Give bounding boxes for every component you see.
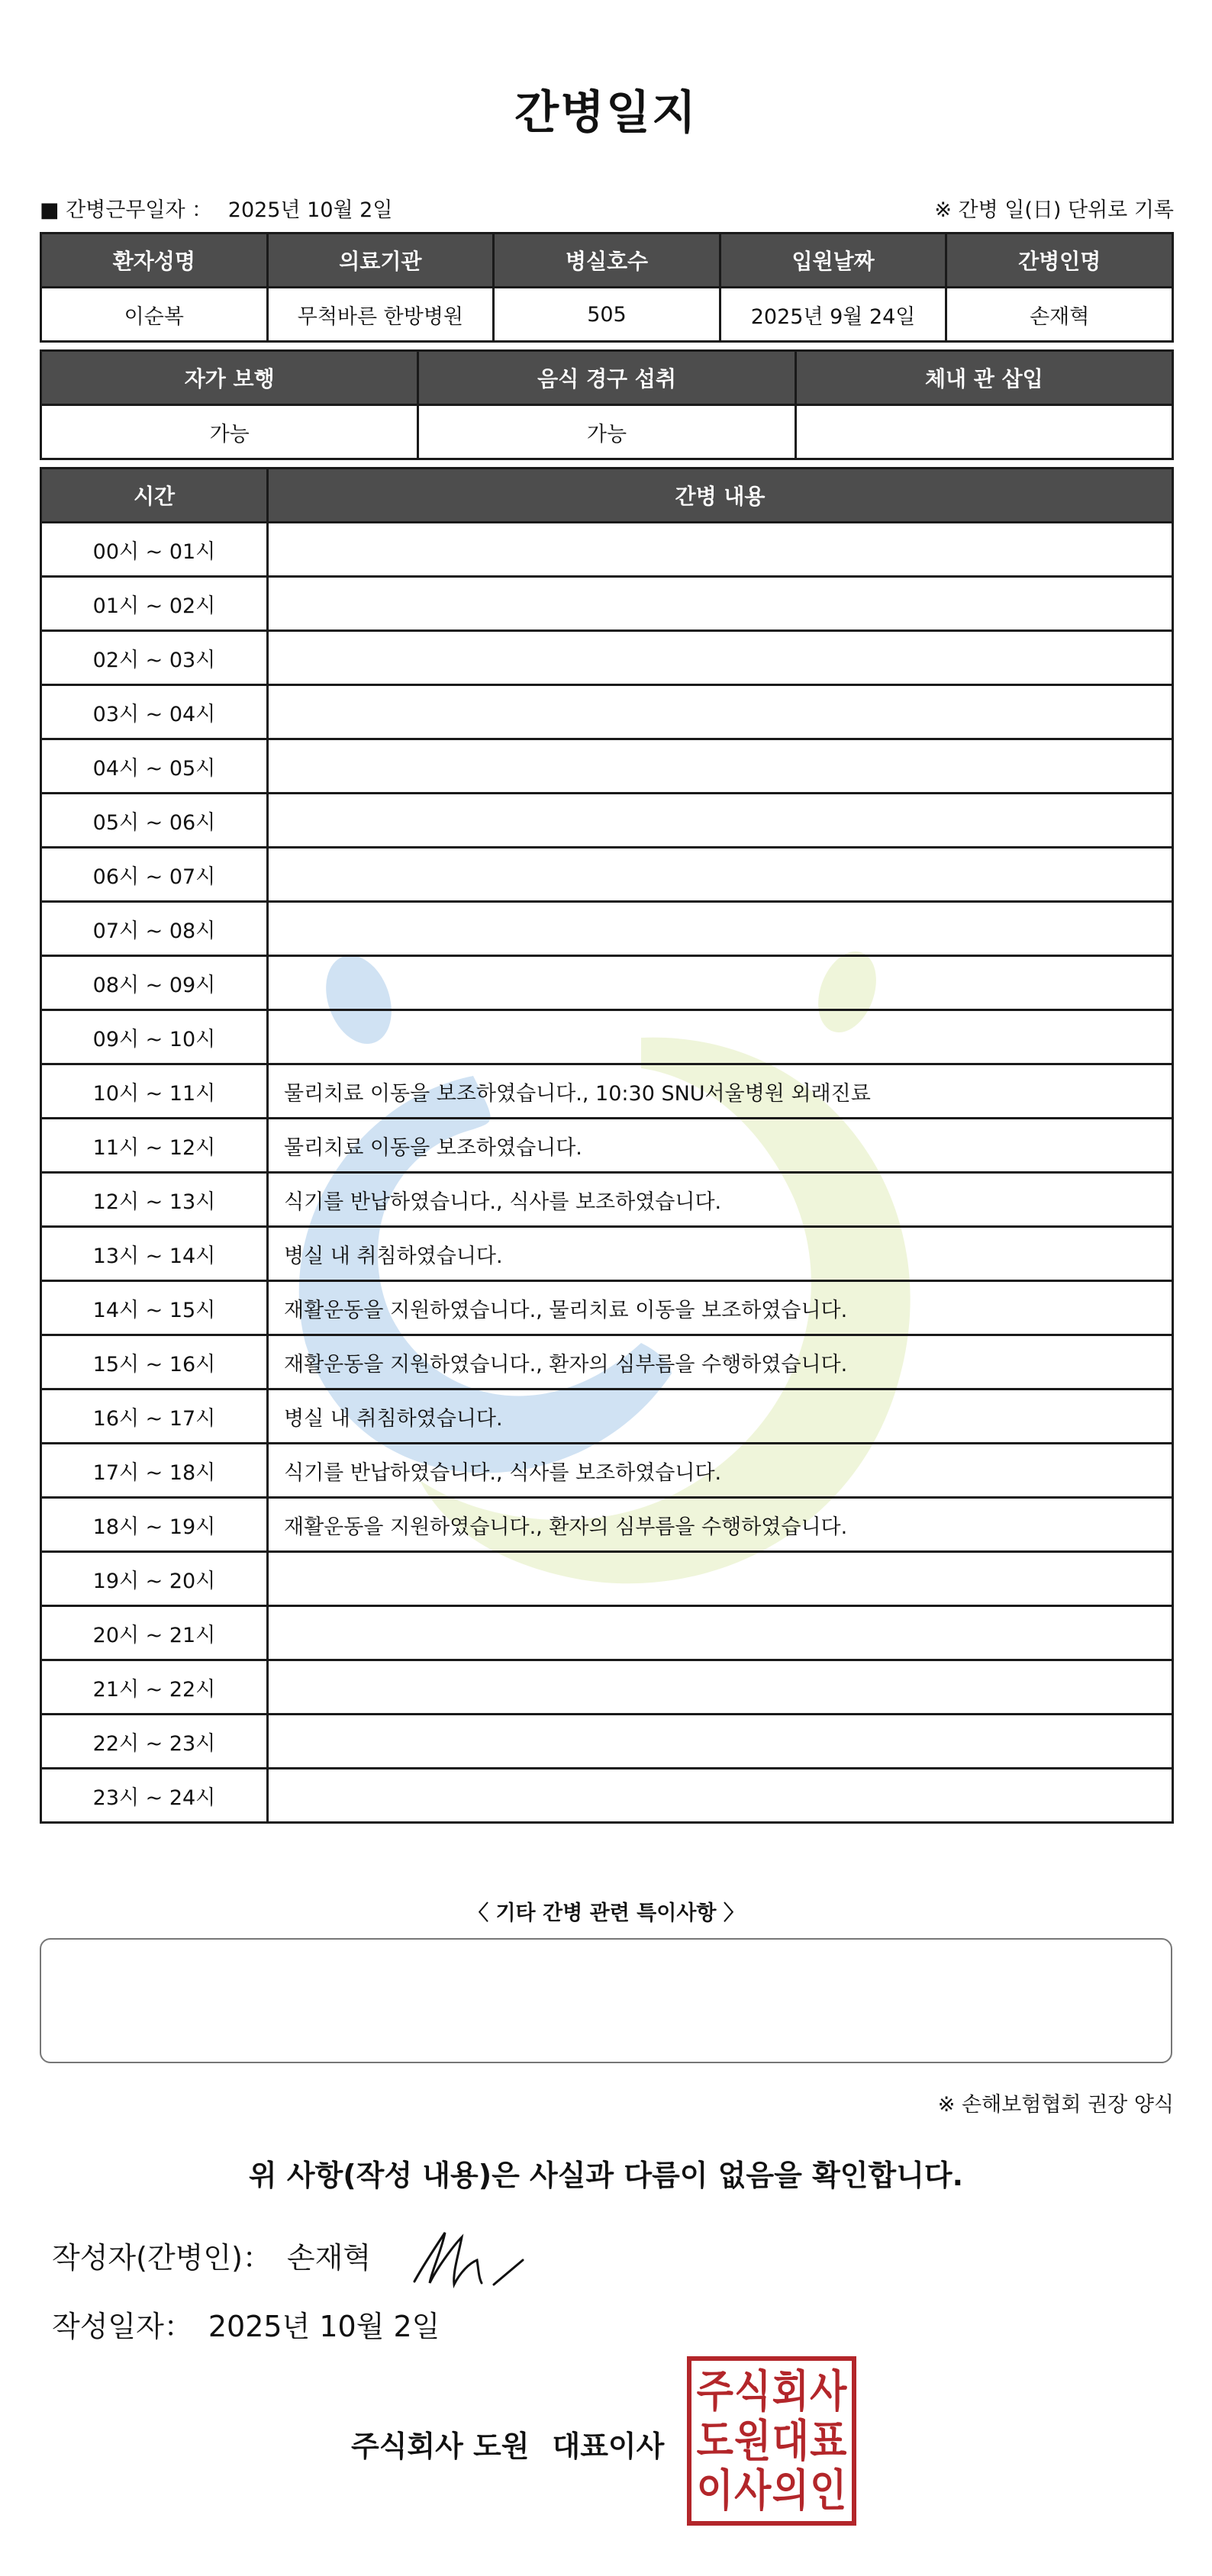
care-log-row [41, 1119, 1173, 1173]
representative-title: 대표이사 [552, 2429, 665, 2463]
header-time: 시간 [41, 469, 268, 523]
care-log-time: 13시 ~ 14시 [41, 1227, 268, 1281]
care-log-row [41, 1444, 1173, 1498]
standard-form-note: ※ 손해보험협회 권장 양식 [937, 2093, 1174, 2117]
header-room-number: 병실호수 [494, 233, 720, 288]
care-log-content [268, 1552, 1173, 1606]
seal-char: 회 [772, 2365, 809, 2417]
header-oral-intake: 음식 경구 섭취 [418, 351, 795, 405]
care-log-content: 병실 내 취침하였습니다. [268, 1227, 1173, 1281]
header-caregiver-name: 간병인명 [946, 233, 1173, 288]
care-log-row [41, 1335, 1173, 1389]
work-date-value: 2025년 10월 2일 [227, 198, 393, 222]
care-log-row [41, 685, 1173, 739]
header-care-content: 간병 내용 [268, 469, 1173, 523]
care-log-row [41, 577, 1173, 631]
care-log-row [41, 739, 1173, 794]
signature-icon [408, 2227, 530, 2289]
care-log-time: 21시 ~ 22시 [41, 1660, 268, 1715]
work-date-row [40, 193, 392, 223]
unit-note: ※ 간병 일(日) 단위로 기록 [934, 198, 1174, 222]
seal-char: 표 [810, 2415, 847, 2467]
care-log-time: 03시 ~ 04시 [41, 685, 268, 739]
care-log-time: 05시 ~ 06시 [41, 794, 268, 848]
room-number: 505 [494, 288, 720, 342]
care-log-content [268, 1660, 1173, 1715]
seal-char: 주 [696, 2365, 733, 2417]
care-log-time: 17시 ~ 18시 [41, 1444, 268, 1498]
care-log-row [41, 631, 1173, 685]
care-log-row [41, 1769, 1173, 1823]
remarks-box [40, 1938, 1172, 2063]
header-tube-insertion: 체내 관 삽입 [795, 351, 1172, 405]
patient-info-value-row [41, 288, 1173, 342]
care-log-time: 14시 ~ 15시 [41, 1281, 268, 1335]
care-log-content: 물리치료 이동을 보조하였습니다., 10:30 SNU서울병원 외래진료 [268, 1064, 1173, 1119]
company-seal-stamp [687, 2356, 856, 2526]
care-log-time: 01시 ~ 02시 [41, 577, 268, 631]
seal-line [696, 2415, 847, 2467]
care-log-row [41, 794, 1173, 848]
care-log-time: 06시 ~ 07시 [41, 848, 268, 902]
care-log-row [41, 1227, 1173, 1281]
ability-value-row [41, 405, 1173, 459]
patient-info-table [40, 232, 1174, 343]
document-title: 간병일지 [514, 86, 698, 140]
care-log-content [268, 631, 1173, 685]
care-log-time: 00시 ~ 01시 [41, 523, 268, 577]
company-row [351, 2423, 664, 2465]
caregiver-name: 손재혁 [946, 288, 1173, 342]
care-log-time: 04시 ~ 05시 [41, 739, 268, 794]
oral-intake-value: 가능 [418, 405, 795, 459]
care-log-time: 11시 ~ 12시 [41, 1119, 268, 1173]
header-admission-date: 입원날짜 [720, 233, 946, 288]
care-log-row [41, 1010, 1173, 1064]
care-log-row [41, 1715, 1173, 1769]
care-log-content [268, 523, 1173, 577]
seal-char: 대 [772, 2415, 809, 2467]
care-log-content [268, 956, 1173, 1010]
seal-char: 도 [696, 2415, 733, 2467]
care-log-content [268, 1010, 1173, 1064]
care-log-content [268, 1606, 1173, 1660]
hospital-name: 무척바른 한방병원 [267, 288, 494, 342]
care-log-content [268, 685, 1173, 739]
care-log-content [268, 1715, 1173, 1769]
care-log-time: 02시 ~ 03시 [41, 631, 268, 685]
writer-name: 손재혁 [286, 2241, 372, 2275]
remarks-title: 〈 기타 간병 관련 특이사항 〉 [468, 1901, 744, 1925]
care-log-time: 10시 ~ 11시 [41, 1064, 268, 1119]
care-log-row [41, 1606, 1173, 1660]
care-log-row [41, 523, 1173, 577]
care-log-content: 재활운동을 지원하였습니다., 환자의 심부름을 수행하였습니다. [268, 1498, 1173, 1552]
care-log-time: 19시 ~ 20시 [41, 1552, 268, 1606]
care-log-time: 22시 ~ 23시 [41, 1715, 268, 1769]
care-log-row [41, 902, 1173, 956]
patient-info-header-row [41, 233, 1173, 288]
care-log-row [41, 848, 1173, 902]
header-hospital: 의료기관 [267, 233, 494, 288]
care-log-content: 병실 내 취침하였습니다. [268, 1389, 1173, 1444]
care-log-table [40, 467, 1174, 1824]
care-log-row [41, 956, 1173, 1010]
care-log-content: 물리치료 이동을 보조하였습니다. [268, 1119, 1173, 1173]
care-log-time: 09시 ~ 10시 [41, 1010, 268, 1064]
written-date-label: 작성일자： [52, 2310, 193, 2343]
header-patient-name: 환자성명 [41, 233, 268, 288]
care-log-row [41, 1552, 1173, 1606]
care-log-header-row [41, 469, 1173, 523]
confirmation-statement: 위 사항(작성 내용)은 사실과 다름이 없음을 확인합니다. [248, 2159, 964, 2192]
seal-char: 원 [734, 2415, 772, 2467]
ability-header-row [41, 351, 1173, 405]
seal-line [696, 2365, 847, 2417]
care-log-content [268, 1769, 1173, 1823]
care-log-row [41, 1281, 1173, 1335]
company-name: 주식회사 도원 [351, 2429, 530, 2463]
seal-char: 사 [810, 2365, 847, 2417]
seal-char: 이 [696, 2465, 733, 2516]
admission-date: 2025년 9월 24일 [720, 288, 946, 342]
care-log-time: 08시 ~ 09시 [41, 956, 268, 1010]
self-walking-value: 가능 [41, 405, 418, 459]
care-log-content [268, 794, 1173, 848]
care-log-time: 16시 ~ 17시 [41, 1389, 268, 1444]
care-log-content [268, 577, 1173, 631]
seal-char: 식 [734, 2365, 772, 2417]
care-log-content: 재활운동을 지원하였습니다., 물리치료 이동을 보조하였습니다. [268, 1281, 1173, 1335]
ability-info-table [40, 349, 1174, 460]
care-log-time: 23시 ~ 24시 [41, 1769, 268, 1823]
care-log-time: 07시 ~ 08시 [41, 902, 268, 956]
care-log-row [41, 1660, 1173, 1715]
care-log-row [41, 1064, 1173, 1119]
care-log-content [268, 739, 1173, 794]
care-log-time: 12시 ~ 13시 [41, 1173, 268, 1227]
care-log-time: 18시 ~ 19시 [41, 1498, 268, 1552]
writer-row [52, 2234, 371, 2276]
care-log-row [41, 1173, 1173, 1227]
seal-line [696, 2465, 847, 2516]
care-log-content: 식기를 반납하였습니다., 식사를 보조하였습니다. [268, 1444, 1173, 1498]
care-log-time: 15시 ~ 16시 [41, 1335, 268, 1389]
tube-insertion-value [795, 405, 1172, 459]
care-log-content: 식기를 반납하였습니다., 식사를 보조하였습니다. [268, 1173, 1173, 1227]
care-log-time: 20시 ~ 21시 [41, 1606, 268, 1660]
written-date-value: 2025년 10월 2일 [208, 2310, 440, 2343]
seal-char: 인 [810, 2465, 847, 2516]
written-date-row [52, 2303, 440, 2345]
work-date-label: ■ 간병근무일자 ： [40, 198, 213, 222]
care-log-row [41, 1389, 1173, 1444]
care-log-content [268, 848, 1173, 902]
seal-char: 의 [772, 2465, 809, 2516]
care-log-content: 재활운동을 지원하였습니다., 환자의 심부름을 수행하였습니다. [268, 1335, 1173, 1389]
header-self-walking: 자가 보행 [41, 351, 418, 405]
care-log-row [41, 1498, 1173, 1552]
patient-name: 이순복 [41, 288, 268, 342]
writer-label: 작성자(간병인)： [52, 2241, 272, 2275]
care-log-content [268, 902, 1173, 956]
seal-char: 사 [734, 2465, 772, 2516]
